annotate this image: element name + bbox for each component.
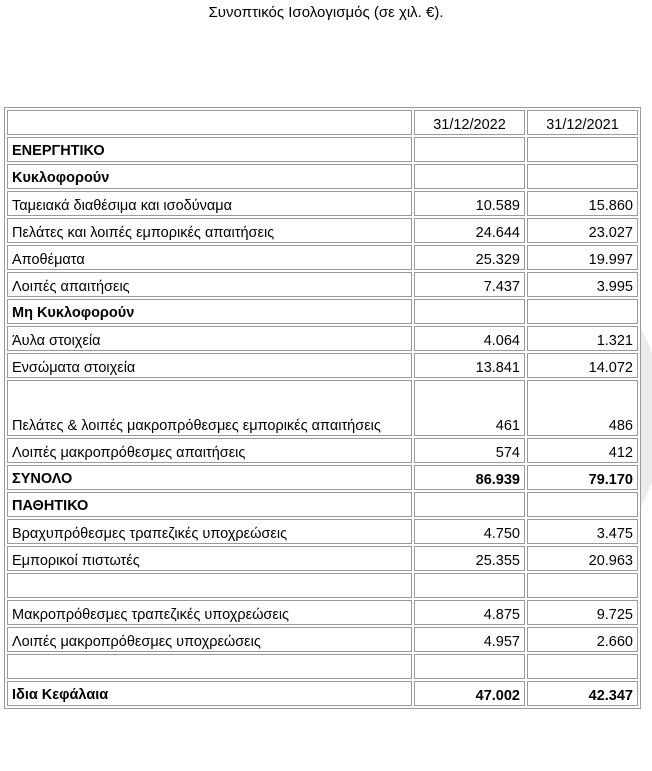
table-row <box>7 654 638 679</box>
table-row <box>7 326 638 351</box>
value-2022: 13.841 <box>414 353 525 378</box>
value-2022: 86.939 <box>414 465 525 490</box>
row-label: Λοιπές μακροπρόθεσμες απαιτήσεις <box>7 438 412 463</box>
value-2022: 24.644 <box>414 218 525 243</box>
row-label: ΣΥΝΟΛΟ <box>7 465 412 490</box>
value-2021: 2.660 <box>527 627 638 652</box>
value-2022: 7.437 <box>414 272 525 297</box>
value-2022 <box>414 492 525 517</box>
row-label <box>7 654 412 679</box>
table-row <box>7 681 638 706</box>
table-row <box>7 519 638 544</box>
value-2021: 79.170 <box>527 465 638 490</box>
value-2021: 1.321 <box>527 326 638 351</box>
table-row <box>7 218 638 243</box>
value-2022: 574 <box>414 438 525 463</box>
table-row <box>7 299 638 324</box>
value-2021: 42.347 <box>527 681 638 706</box>
value-2022: 10.589 <box>414 191 525 216</box>
value-2021: 3.995 <box>527 272 638 297</box>
table-row <box>7 245 638 270</box>
value-2022: 25.329 <box>414 245 525 270</box>
row-label: Εμπορικοί πιστωτές <box>7 546 412 571</box>
table-row <box>7 191 638 216</box>
table-row <box>7 465 638 490</box>
value-2021: 486 <box>527 380 638 436</box>
table-row <box>7 546 638 571</box>
value-2022: 461 <box>414 380 525 436</box>
value-2021 <box>527 492 638 517</box>
value-2021 <box>527 654 638 679</box>
row-label: Αποθέματα <box>7 245 412 270</box>
row-label: Άυλα στοιχεία <box>7 326 412 351</box>
value-2021: 15.860 <box>527 191 638 216</box>
row-label: Λοιπές απαιτήσεις <box>7 272 412 297</box>
value-2022 <box>414 654 525 679</box>
row-label: Λοιπές μακροπρόθεσμες υποχρεώσεις <box>7 627 412 652</box>
row-label: Πελάτες & λοιπές μακροπρόθεσμες εμπορικές απαιτήσεις <box>7 380 412 436</box>
value-2021: 9.725 <box>527 600 638 625</box>
row-label: Ταμειακά διαθέσιμα και ισοδύναμα <box>7 191 412 216</box>
row-label: Κυκλοφορούν <box>7 164 412 189</box>
header-cell-2021: 31/12/2021 <box>527 110 638 135</box>
value-2022: 4.957 <box>414 627 525 652</box>
value-2021: 19.997 <box>527 245 638 270</box>
value-2021: 14.072 <box>527 353 638 378</box>
row-label: Μακροπρόθεσμες τραπεζικές υποχρεώσεις <box>7 600 412 625</box>
row-label: Πελάτες και λοιπές εμπορικές απαιτήσεις <box>7 218 412 243</box>
row-label: Μη Κυκλοφορούν <box>7 299 412 324</box>
value-2021: 412 <box>527 438 638 463</box>
table-row <box>7 600 638 625</box>
value-2021 <box>527 164 638 189</box>
value-2021: 23.027 <box>527 218 638 243</box>
value-2022 <box>414 137 525 162</box>
value-2022: 4.064 <box>414 326 525 351</box>
row-label: Ιδια Κεφάλαια <box>7 681 412 706</box>
value-2022: 4.875 <box>414 600 525 625</box>
value-2022: 25.355 <box>414 546 525 571</box>
table-row <box>7 492 638 517</box>
table-row <box>7 272 638 297</box>
table-row <box>7 573 638 598</box>
table-row <box>7 438 638 463</box>
table-row <box>7 627 638 652</box>
table-row <box>7 137 638 162</box>
value-2021: 3.475 <box>527 519 638 544</box>
row-label: Ενσώματα στοιχεία <box>7 353 412 378</box>
value-2022: 47.002 <box>414 681 525 706</box>
row-label: ΕΝΕΡΓΗΤΙΚΟ <box>7 137 412 162</box>
value-2022 <box>414 164 525 189</box>
row-label <box>7 573 412 598</box>
table-header-row <box>7 110 638 135</box>
value-2022 <box>414 299 525 324</box>
table-row <box>7 380 638 436</box>
value-2021 <box>527 137 638 162</box>
balance-sheet-table <box>4 107 641 709</box>
value-2021: 20.963 <box>527 546 638 571</box>
value-2021 <box>527 299 638 324</box>
value-2022 <box>414 573 525 598</box>
row-label: Βραχυπρόθεσμες τραπεζικές υποχρεώσεις <box>7 519 412 544</box>
document-title: Συνοπτικός Ισολογισμός (σε χιλ. €). <box>208 4 444 21</box>
header-cell-label <box>7 110 412 135</box>
header-cell-2022: 31/12/2022 <box>414 110 525 135</box>
value-2021 <box>527 573 638 598</box>
value-2022: 4.750 <box>414 519 525 544</box>
row-label: ΠΑΘΗΤΙΚΟ <box>7 492 412 517</box>
table-row <box>7 164 638 189</box>
table-row <box>7 353 638 378</box>
